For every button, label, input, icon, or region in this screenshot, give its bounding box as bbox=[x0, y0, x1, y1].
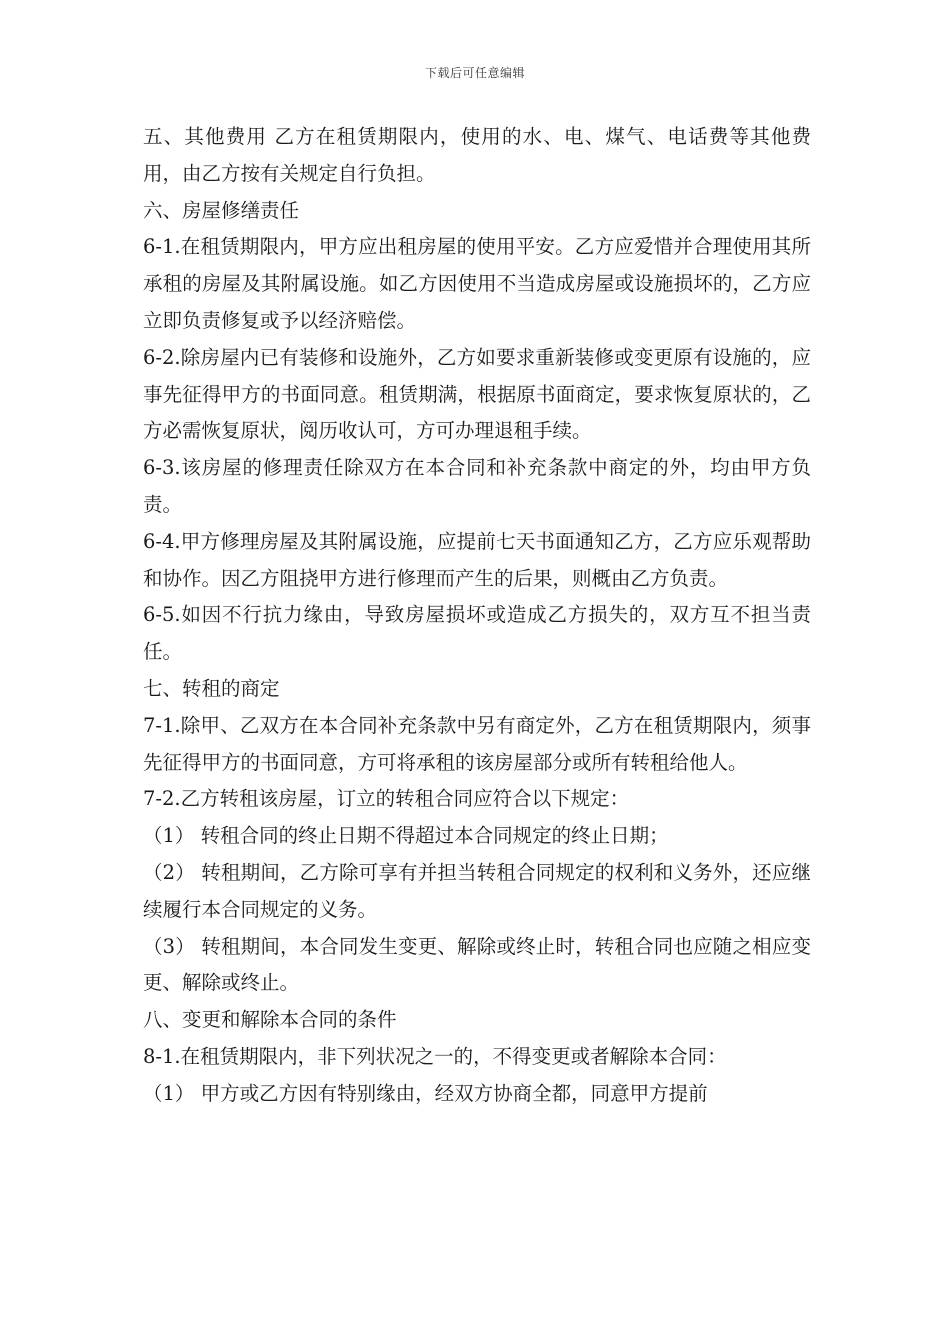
section-7-heading: 七、转租的商定 bbox=[143, 676, 280, 700]
clause-6-3: 6-3.该房屋的修理责任除双方在本合同和补充条款中商定的外，均由甲方负责。 bbox=[143, 456, 811, 516]
page-header: 下载后可任意编辑 bbox=[424, 66, 525, 80]
clause-7-1: 7-1.除甲、乙双方在本合同补充条款中另有商定外，乙方在租赁期限内，须事先征得甲方的书面同意，方可将承租的该房屋部分或所有转租给他人。 bbox=[143, 713, 811, 774]
section-5-other-fees: 五、其他费用 乙方在租赁期限内，使用的水、电、煤气、电话费等其他费用，由乙方按有关规定自行负担。 bbox=[143, 125, 811, 185]
clause-7-2: 7-2.乙方转租该房屋，订立的转租合同应符合以下规定： bbox=[143, 787, 630, 811]
section-6-heading: 六、房屋修缮责任 bbox=[143, 198, 300, 222]
clause-6-4: 6-4.甲方修理房屋及其附属设施，应提前七天书面通知乙方，乙方应乐观帮助和协作。因乙方阻挠甲方进行修理而产生的后果，则概由乙方负责。 bbox=[143, 529, 811, 590]
clause-6-1: 6-1.在租赁期限内，甲方应出租房屋的使用平安。乙方应爱惜并合理使用其所承租的房屋及其附属设施。如乙方因使用不当造成房屋或设施损坏的，乙方应立即负责修复或予以经济赔偿。 bbox=[143, 235, 811, 332]
clause-7-2-item-3: （3） 转租期间，本合同发生变更、解除或终止时，转租合同也应随之相应变更、解除或终止。 bbox=[143, 934, 811, 995]
section-8-heading: 八、变更和解除本合同的条件 bbox=[143, 1008, 397, 1032]
clause-6-2: 6-2.除房屋内已有装修和设施外，乙方如要求重新装修或变更原有设施的，应事先征得甲方的书面同意。租赁期满，根据原书面商定，要求恢复原状的，乙方必需恢复原状，阅历收认可，方可办理退租手续。 bbox=[143, 345, 811, 443]
clause-8-1: 8-1.在租赁期限内，非下列状况之一的，不得变更或者解除本合同： bbox=[143, 1044, 727, 1068]
clause-7-2-item-1: （1） 转租合同的终止日期不得超过本合同规定的终止日期； bbox=[143, 824, 669, 848]
clause-6-5: 6-5.如因不行抗力缘由，导致房屋损坏或造成乙方损失的，双方互不担当责任。 bbox=[143, 603, 811, 664]
document-body bbox=[143, 119, 811, 1113]
clause-8-1-item-1: （1） 甲方或乙方因有特别缘由，经双方协商全都，同意甲方提前 bbox=[143, 1081, 708, 1105]
clause-7-2-item-2: （2） 转租期间，乙方除可享有并担当转租合同规定的权利和义务外，还应继续履行本合同规定的义务。 bbox=[143, 860, 811, 921]
